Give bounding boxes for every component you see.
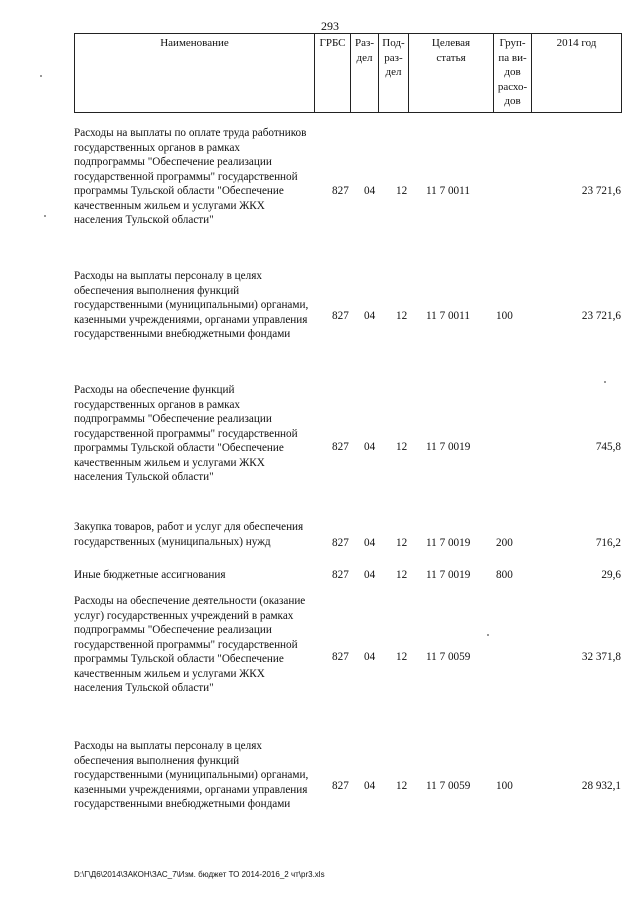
row-razdel: 04 [364,537,376,549]
row-razdel: 04 [364,569,376,581]
row-sum: 23 721,6 [581,185,621,197]
row-podrazdel: 12 [396,310,408,322]
row-name: Расходы на обеспечение деятельности (оказание услуг) государственных учреждений в рамках подпрограммы "Обеспечение реализации государственной программы" государственной программы Тульской области "Обеспечение качественным жильем и услугами ЖКХ населения Тульской области" [74,595,306,694]
row-grbs: 827 [332,569,349,581]
row-razdel: 04 [364,185,376,197]
row-sum: 32 371,8 [581,651,621,663]
header-year: 2014 год [532,34,622,113]
row-name: Закупка товаров, работ и услуг для обеспечения государственных (муниципальных) нужд [74,521,304,548]
row-podrazdel: 12 [396,651,408,663]
row-tselevaya-statya: 11 7 0019 [426,569,471,581]
scan-speck [44,215,46,217]
row-podrazdel: 12 [396,780,408,792]
row-grbs: 827 [332,185,349,197]
scan-speck [487,634,489,636]
row-tselevaya-statya: 11 7 0019 [426,537,471,549]
row-grbs: 827 [332,780,349,792]
row-podrazdel: 12 [396,185,408,197]
header-grbs: ГРБС [315,34,351,113]
row-name: Иные бюджетные ассигнования [74,569,226,581]
row-sum: 716,2 [595,537,621,549]
row-sum: 745,8 [595,441,621,453]
row-grbs: 827 [332,310,349,322]
row-gruppa: 100 [496,310,513,322]
scan-speck [604,381,606,383]
row-tselevaya-statya: 11 7 0019 [426,441,471,453]
row-razdel: 04 [364,310,376,322]
table-header [74,33,622,113]
header-tselevaya-statya: Целевая статья [409,34,494,113]
row-gruppa: 800 [496,569,513,581]
row-grbs: 827 [332,651,349,663]
row-tselevaya-statya: 11 7 0011 [426,310,470,322]
page-number: 293 [321,19,339,33]
row-name: Расходы на выплаты персоналу в целях обеспечения выполнения функций государственными (муниципальными) органами, казенными учреждениями, органами управления государственными внебюджетными фондами [74,740,309,810]
row-razdel: 04 [364,651,376,663]
row-razdel: 04 [364,441,376,453]
row-grbs: 827 [332,441,349,453]
row-tselevaya-statya: 11 7 0059 [426,780,471,792]
row-podrazdel: 12 [396,441,408,453]
row-tselevaya-statya: 11 7 0059 [426,651,471,663]
row-podrazdel: 12 [396,537,408,549]
row-sum: 29,6 [601,569,621,581]
row-grbs: 827 [332,537,349,549]
row-podrazdel: 12 [396,569,408,581]
header-name: Наименование [75,34,315,113]
row-name: Расходы на обеспечение функций государственных органов в рамках подпрограммы "Обеспечение реализации государственной программы" государственной программы Тульской области "Обеспечение качественным жильем и услугами ЖКХ населения Тульской области" [74,384,298,483]
row-gruppa: 200 [496,537,513,549]
row-sum: 28 932,1 [581,780,621,792]
scan-speck [40,75,42,77]
header-gruppa-vidov: Груп- па ви- дов расхо- дов [494,34,532,113]
row-name: Расходы на выплаты персоналу в целях обеспечения выполнения функций государственными (муниципальными) органами, казенными учреждениями, органами управления государственными внебюджетными фондами [74,270,309,340]
header-podrazdel: Под- раз- дел [379,34,409,113]
row-name: Расходы на выплаты по оплате труда работников государственных органов в рамках подпрограммы "Обеспечение реализации государственной программы" государственной программы Тульской области "Обеспечение качественным жильем и услугами ЖКХ населения Тульской области" [74,127,307,226]
file-path-footer: D:\Г\Д6\2014\ЗАКОН\ЗАС_7\Изм. бюджет ТО 2014-2016_2 чт\pr3.xls [74,870,325,879]
row-tselevaya-statya: 11 7 0011 [426,185,470,197]
header-razdel: Раз- дел [351,34,379,113]
row-razdel: 04 [364,780,376,792]
row-gruppa: 100 [496,780,513,792]
row-sum: 23 721,6 [581,310,621,322]
